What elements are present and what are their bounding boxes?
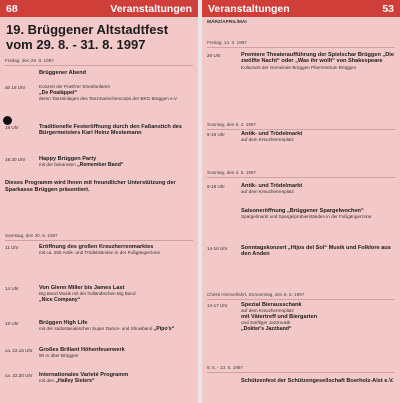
event-title: Großes Brillant Höhenfeuerwerk [39, 347, 125, 353]
divider [5, 65, 193, 66]
event-item [207, 245, 396, 258]
event-time: 14-16 Uhr [207, 246, 228, 251]
page-number: 53 [382, 2, 394, 15]
event-time: 11 Uhr [5, 245, 19, 250]
event-title: Premiere Theateraufführung der Spielschar Brüggen „Die zwölfte Nacht“ oder „Was ihr wollt“ von Shakespeare [241, 52, 394, 65]
event-time: 20 Uhr [207, 53, 221, 58]
section-date: Sonntag, den 6. 4. 1997 [207, 122, 257, 127]
divider [207, 177, 395, 178]
event-text: auf dem Kreuzherrenplatz [241, 189, 294, 195]
event-text: mit der südostasiatischen Super Dance- und Showband [39, 326, 153, 332]
event-text-2: und zünftiger Jazzmusik [241, 320, 291, 326]
event-time [207, 208, 241, 220]
event-text-bold: „Nice Company“ [39, 297, 81, 303]
event-time: ca. 22.15 Uhr [5, 348, 33, 353]
event-time: ab 18 Uhr [5, 85, 26, 90]
event-item [5, 70, 194, 76]
event-time: 9-18 Uhr [207, 184, 225, 189]
event-time: 19 Uhr [5, 125, 19, 130]
event-time: 14 Uhr [5, 286, 19, 291]
event-title: Saisoneröffnung „Brüggener Spargelwochen“ [241, 208, 364, 214]
event-title: Von Glenn Miller bis James Last [39, 285, 125, 291]
divider [207, 129, 395, 130]
event-text: Konzert der Poeth'er Streefanfaren [39, 84, 111, 89]
divider [207, 372, 395, 373]
event-title-2: mit Vätertreff und Biergarten [241, 314, 318, 320]
event-time: 19 Uhr [5, 321, 19, 326]
header-title: Veranstaltungen [208, 2, 290, 15]
section-date: 8. 5. - 13. 5. 1997 [207, 365, 244, 370]
event-item [5, 156, 194, 169]
event-text-bold: „Remember Band“ [77, 162, 124, 169]
event-item [207, 52, 396, 70]
event-title: Brüggen High Life [39, 320, 88, 326]
event-title: Traditionelle Festeröffnung durch den Faßanstich des Bürgermeisters Karl Heinz Mestemann [39, 124, 182, 137]
event-time: 14-17 Uhr [207, 303, 228, 308]
event-text: Kulturamt der Gemeinde Brüggen Pfarrzentrum Brüggen [241, 64, 357, 70]
event-item [207, 378, 396, 384]
event-time [207, 378, 241, 384]
right-page [202, 0, 400, 403]
event-item [5, 84, 194, 102]
divider [207, 299, 395, 300]
divider [207, 47, 395, 48]
event-title: Antik- und Trödelmarkt [241, 131, 303, 137]
event-item [5, 285, 194, 304]
section-date: Freitag, 14. 3. 1997 [207, 40, 247, 45]
event-title: Eröffnung des großen Kreuzherrenmarktes [39, 244, 154, 250]
event-text: auf dem Kreuzherrenplatz [241, 137, 294, 143]
event-title: Schützenfest der Schützengesellschaft Boerholz-Alst e.V. [241, 378, 394, 384]
event-item [5, 372, 194, 385]
section-date-friday: Freitag, den 29. 8. 1997 [5, 58, 54, 63]
sponsor-note: Dieses Programm wird Ihnen mit freundlicher Unterstützung der Sparkasse Brüggen präsentiert. [5, 180, 176, 193]
divider [5, 240, 193, 241]
event-time: 9-16 Uhr [207, 132, 225, 137]
title-line-1: 19. Brüggener Altstadtfest [6, 22, 169, 37]
left-page [0, 0, 198, 403]
event-item [207, 183, 396, 195]
event-text: mit der bekannten [39, 162, 76, 168]
section-date-saturday: Samstag, den 30. 8. 1997 [5, 233, 58, 238]
event-text: mit den [39, 378, 55, 384]
category-label: MÄRZ/APRIL/MAI [207, 20, 247, 25]
title-line-2: vom 29. 8. - 31. 8. 1997 [6, 37, 146, 52]
event-item [5, 347, 194, 359]
event-title: Sonntagskonzert „Hijos del Sol“ Musik und Folklore aus den Anden [241, 245, 391, 258]
event-time [5, 70, 39, 76]
event-item [207, 302, 396, 333]
page-header [0, 0, 198, 17]
header-title: Veranstaltungen [110, 2, 192, 15]
event-text: Spargelmarkt und Spargelprobierständen in der Fußgängerzone [241, 214, 372, 220]
event-item [5, 320, 194, 333]
event-text: mit ca. 250 Antik- und Trödelständen in der Fußgängerzone [39, 250, 161, 256]
event-time: ca. 22.30 Uhr [5, 373, 33, 378]
event-text-bold: „Pipo's“ [153, 326, 175, 333]
section-date: Christi Himmelfahrt, Donnerstag, den 8. 5. 1997 [207, 292, 305, 297]
page-title [6, 22, 168, 52]
event-text-bold: „De Poatäppel“ [39, 89, 78, 96]
page-number: 68 [6, 2, 18, 15]
event-text: 80 m über Brüggen [39, 353, 79, 359]
section-date: Sonntag, den 4. 5. 1997 [207, 170, 257, 175]
event-title: Brüggener Abend [39, 70, 87, 76]
event-item [207, 131, 396, 143]
event-title: Antik- und Trödelmarkt [241, 183, 303, 189]
event-text-bold: „Dokter's Jazzband“ [241, 326, 292, 332]
event-title: Happy Brüggen Party [39, 156, 97, 162]
event-time: 19.30 Uhr [5, 157, 26, 162]
event-item [5, 124, 194, 137]
event-text-2: deren Tanzeinlagen des Tanzmariechencorps der BKG Brüggen e.V. [39, 96, 178, 102]
event-title: Internationales Varieté Programm [39, 372, 129, 378]
event-text: Big Band Musik mit der holländischen Big Band [39, 291, 136, 297]
event-item [207, 208, 396, 220]
event-text: auf dem Kreuzherrenplatz [241, 308, 294, 314]
event-text-bold: „Halley Sisters“ [55, 378, 95, 385]
event-title: Spezial Bierausschank [241, 302, 302, 308]
page-header [202, 0, 400, 17]
event-item [5, 244, 194, 256]
